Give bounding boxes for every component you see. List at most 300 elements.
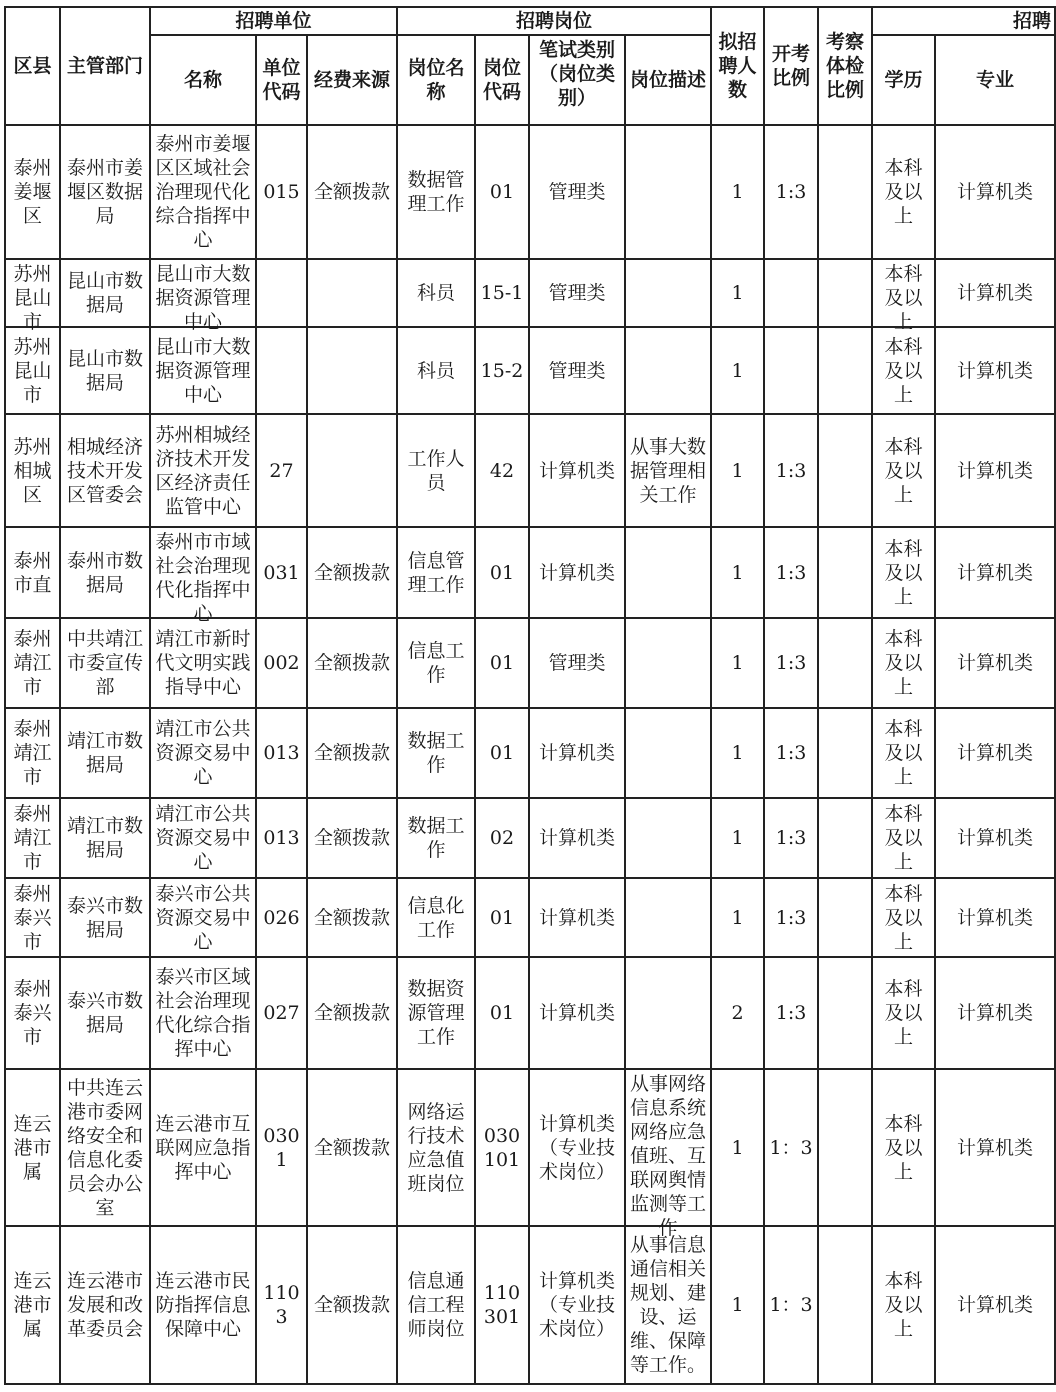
header-exam-type-text: 笔试类别（岗位类别） [539,39,616,109]
header-post-code: 岗位代码 [475,35,529,125]
cell-dept [60,878,150,957]
cell-dept-text: 泰兴市数据局 [66,990,143,1036]
cell-dept-text: 靖江市数据局 [66,730,143,776]
cell-ratio-text: 1：3 [769,1136,813,1159]
table-wrapper [4,6,1054,1388]
cell-education [872,957,935,1069]
cell-post-code [475,1226,529,1384]
cell-exam-type-text: 计算机类（专业技术岗位） [539,1270,616,1340]
cell-exam-type [529,878,625,957]
cell-funding [307,414,397,527]
cell-unit-name [150,1226,256,1384]
header-ratio: 开考比例 [764,7,818,125]
cell-post-code [475,414,529,527]
cell-unit-name [150,125,256,259]
cell-unit-name [150,527,256,625]
cell-major [935,618,1055,708]
cell-plan-count [711,878,764,957]
cell-post-name [397,327,475,414]
cell-district-text: 泰州泰兴市 [13,882,52,953]
cell-district [5,327,60,414]
cell-post-name-text: 信息化工作 [407,894,465,941]
cell-funding-text: 全额拨款 [314,906,391,929]
cell-unit-name [150,878,256,957]
cell-ratio [764,327,818,414]
cell-post-code [475,798,529,878]
cell-post-name [397,259,475,327]
table-row [5,414,1055,527]
cell-post-code [475,708,529,798]
cell-education-text: 本科及以上 [884,1270,923,1340]
header-sub-row [5,35,1055,125]
cell-unit-code-text: 015 [263,181,300,203]
cell-ratio [764,259,818,327]
header-district: 区县 [5,7,60,125]
cell-post-name [397,414,475,527]
cell-ratio-text: 1:3 [775,1002,807,1024]
cell-ratio [764,125,818,259]
cell-unit-code [256,414,307,527]
cell-ratio-text: 1：3 [769,1294,813,1316]
header-group-post: 招聘岗位 [397,7,711,35]
cell-unit-name-text: 昆山市大数据资源管理中心 [155,263,251,333]
cell-post-name [397,1069,475,1226]
header-education: 学历 [872,35,935,125]
cell-major-text: 计算机类 [957,1294,1034,1316]
header-post-name: 岗位名称 [397,35,475,125]
cell-education [872,259,935,333]
cell-unit-name-text: 苏州相城经济技术开发区经济责任监管中心 [155,423,251,518]
cell-unit-name [150,259,256,333]
cell-funding [307,527,397,618]
cell-check-ratio [818,708,872,798]
cell-ratio-text: 1:3 [775,906,807,929]
table-row [5,618,1055,708]
cell-district-text: 泰州姜堰区 [13,157,52,227]
cell-post-name-text: 信息通信工程师岗位 [407,1270,465,1340]
table-row [5,1226,1055,1384]
cell-post-name-text: 工作人员 [407,447,465,494]
cell-education-text: 本科及以上 [884,718,923,788]
cell-unit-code [256,798,307,878]
cell-post-desc [625,259,711,327]
cell-exam-type-text: 计算机类 [539,561,616,584]
cell-ratio-text: 1:3 [775,827,807,849]
cell-major [935,957,1055,1069]
cell-unit-name-text: 连云港市互联网应急指挥中心 [155,1112,251,1183]
cell-unit-code [256,878,307,957]
cell-plan-count [711,957,764,1069]
cell-funding-text: 全额拨款 [314,1136,391,1159]
cell-post-desc [625,798,711,878]
cell-unit-name-text: 靖江市公共资源交易中心 [155,718,251,788]
cell-exam-type-text: 管理类 [548,282,606,304]
cell-major [935,327,1055,414]
table-row [5,708,1055,798]
cell-major [935,527,1055,618]
cell-ratio [764,878,818,957]
cell-unit-name [150,327,256,414]
cell-dept [60,708,150,798]
cell-post-name-text: 科员 [417,282,456,304]
cell-post-desc [625,414,711,527]
cell-funding-text: 全额拨款 [314,561,391,584]
cell-exam-type [529,1226,625,1384]
cell-unit-code [256,708,307,798]
cell-funding [307,878,397,957]
cell-check-ratio [818,618,872,708]
cell-plan-count-text: 1 [731,561,744,584]
cell-post-name [397,878,475,957]
cell-unit-code [256,527,307,618]
cell-exam-type-text: 计算机类 [539,827,616,849]
cell-major-text: 计算机类 [957,359,1034,382]
cell-education [872,798,935,878]
cell-unit-name [150,414,256,527]
cell-dept-text: 昆山市数据局 [66,270,143,316]
cell-unit-name-text: 连云港市民防指挥信息保障中心 [155,1270,251,1340]
cell-education [872,1069,935,1226]
cell-funding [307,125,397,259]
cell-post-code-text: 15-2 [480,359,524,382]
cell-post-code [475,618,529,708]
cell-dept-text: 泰州市数据局 [66,549,143,596]
cell-unit-code-text: 031 [263,561,300,584]
cell-post-name-text: 数据管理工作 [407,169,465,215]
cell-post-name-text: 信息工作 [407,640,465,686]
cell-plan-count [711,125,764,259]
cell-unit-name [150,957,256,1069]
cell-plan-count-text: 1 [731,1294,744,1316]
cell-district-text: 连云港市属 [13,1270,52,1340]
cell-district-text: 泰州靖江市 [13,718,52,788]
cell-ratio-text: 1:3 [775,561,807,584]
cell-dept [60,1226,150,1384]
cell-funding-text: 全额拨款 [314,1002,391,1024]
table-row [5,527,1055,618]
cell-education-text: 本科及以上 [884,1112,923,1183]
cell-post-code [475,1069,529,1226]
cell-exam-type [529,708,625,798]
cell-district [5,957,60,1069]
cell-post-desc [625,1069,711,1239]
cell-check-ratio [818,1226,872,1384]
cell-education [872,878,935,957]
cell-check-ratio [818,527,872,618]
cell-dept [60,957,150,1069]
cell-unit-name [150,798,256,878]
header-major: 专业 [935,35,1055,125]
table-row [5,957,1055,1069]
cell-post-code-text: 01 [489,906,515,929]
cell-unit-code-text: 013 [263,827,300,849]
cell-unit-code-text: 0301 [263,1124,300,1171]
cell-post-name-text: 数据资源管理工作 [407,978,465,1048]
cell-ratio [764,1069,818,1226]
cell-post-name [397,798,475,878]
cell-post-code [475,527,529,618]
cell-post-code-text: 01 [489,742,515,764]
header-unit-code: 单位代码 [256,35,307,125]
cell-dept [60,618,150,708]
cell-unit-name-text: 靖江市新时代文明实践指导中心 [155,628,251,698]
cell-post-desc [625,957,711,1069]
cell-post-code-text: 15-1 [480,282,524,304]
cell-plan-count-text: 1 [731,906,744,929]
cell-major-text: 计算机类 [957,652,1034,674]
cell-ratio [764,618,818,708]
header-exam-type [529,35,625,125]
cell-district [5,618,60,708]
cell-district-text: 苏州昆山市 [13,263,52,333]
cell-dept [60,259,150,327]
cell-education [872,414,935,527]
cell-check-ratio [818,878,872,957]
cell-unit-name-text: 泰州市姜堰区区域社会治理现代化综合指挥中心 [155,133,251,251]
cell-unit-code [256,1226,307,1384]
cell-district [5,878,60,957]
cell-education-text: 本科及以上 [884,882,923,953]
cell-major-text: 计算机类 [957,742,1034,764]
header-dept: 主管部门 [60,7,150,125]
cell-plan-count-text: 1 [731,742,744,764]
header-plan-count: 拟招聘人数 [711,7,764,125]
cell-education [872,327,935,414]
cell-district-text: 苏州昆山市 [13,335,52,406]
cell-check-ratio [818,1069,872,1226]
cell-exam-type-text: 计算机类 [539,1002,616,1024]
cell-ratio [764,1226,818,1384]
cell-post-name-text: 网络运行技术应急值班岗位 [407,1100,465,1195]
cell-exam-type-text: 计算机类 [539,459,616,482]
cell-plan-count-text: 1 [731,1136,744,1159]
cell-funding [307,708,397,798]
cell-dept-text: 中共靖江市委宣传部 [66,628,143,698]
cell-exam-type-text: 计算机类 [539,742,616,764]
cell-unit-name-text: 昆山市大数据资源管理中心 [155,335,251,406]
cell-dept [60,414,150,527]
cell-education [872,125,935,259]
cell-education-text: 本科及以上 [884,335,923,406]
cell-ratio [764,708,818,798]
cell-ratio-text: 1:3 [775,181,807,203]
cell-dept-text: 相城经济技术开发区管委会 [66,435,143,506]
cell-post-desc [625,1226,711,1384]
cell-exam-type [529,527,625,618]
cell-district-text: 泰州靖江市 [13,628,52,698]
cell-district-text: 泰州靖江市 [13,803,52,873]
cell-unit-code-text: 002 [263,652,300,674]
cell-ratio [764,798,818,878]
recruitment-table [4,6,1056,1385]
cell-exam-type [529,798,625,878]
cell-major [935,708,1055,798]
cell-post-desc [625,878,711,957]
cell-unit-code-text: 013 [263,742,300,764]
cell-major [935,259,1055,327]
cell-plan-count-text: 1 [731,359,744,382]
cell-unit-name-text: 靖江市公共资源交易中心 [155,803,251,873]
cell-post-desc [625,708,711,798]
cell-ratio [764,957,818,1069]
cell-check-ratio [818,957,872,1069]
cell-dept [60,798,150,878]
cell-post-name [397,618,475,708]
cell-plan-count [711,414,764,527]
cell-post-code-text: 01 [489,561,515,584]
cell-plan-count-text: 1 [731,459,744,482]
cell-major-text: 计算机类 [957,561,1034,584]
cell-funding [307,618,397,708]
cell-plan-count-text: 1 [731,282,744,304]
cell-dept [60,327,150,414]
cell-plan-count-text: 2 [731,1002,744,1024]
cell-exam-type [529,1069,625,1226]
cell-post-name [397,1226,475,1384]
cell-district [5,527,60,618]
cell-exam-type [529,618,625,708]
cell-exam-type-text: 计算机类 [539,906,616,929]
cell-post-desc-text: 从事网络信息系统网络应急值班、互联网舆情监测等工作 [630,1073,707,1239]
cell-post-desc [625,527,711,618]
cell-plan-count [711,327,764,414]
cell-education [872,527,935,618]
cell-plan-count-text: 1 [731,652,744,674]
cell-post-code [475,878,529,957]
cell-unit-code-text: 27 [269,459,294,482]
cell-major [935,1226,1055,1384]
cell-funding [307,798,397,878]
cell-major [935,125,1055,259]
table-body [5,125,1055,1384]
cell-ratio-text: 1:3 [775,742,807,764]
cell-plan-count [711,1069,764,1226]
cell-dept [60,527,150,618]
header-group-unit: 招聘单位 [150,7,397,35]
table-row [5,1069,1055,1226]
cell-major-text: 计算机类 [957,827,1034,849]
header-check-ratio: 考察体检比例 [818,7,872,125]
cell-funding-text: 全额拨款 [314,652,391,674]
cell-check-ratio [818,327,872,414]
cell-dept-text: 泰州市姜堰区数据局 [66,157,143,227]
cell-major-text: 计算机类 [957,181,1034,203]
cell-post-name [397,708,475,798]
cell-major [935,1069,1055,1226]
cell-unit-name-text: 泰州市市域社会治理现代化指挥中心 [155,531,251,625]
cell-post-code-text: 01 [489,652,515,674]
cell-unit-code [256,1069,307,1226]
cell-district [5,414,60,527]
header-post-desc: 岗位描述 [625,35,711,125]
table-row [5,125,1055,259]
cell-post-name-text: 数据工作 [407,730,465,776]
cell-post-name-text: 信息管理工作 [407,549,465,596]
cell-plan-count [711,527,764,618]
cell-post-name-text: 数据工作 [407,815,465,861]
cell-exam-type-text: 管理类 [548,652,606,674]
cell-dept-text: 靖江市数据局 [66,815,143,861]
cell-post-name [397,527,475,618]
cell-post-desc-text: 从事信息通信相关规划、建设、运维、保障等工作。 [630,1234,707,1376]
cell-major [935,798,1055,878]
cell-post-name [397,957,475,1069]
cell-exam-type-text: 管理类 [548,181,606,203]
cell-unit-name-text: 泰兴市公共资源交易中心 [155,882,251,953]
header-group-req: 招聘 [872,7,1055,35]
cell-major-text: 计算机类 [957,906,1034,929]
cell-unit-code-text: 027 [263,1002,300,1024]
cell-funding [307,1069,397,1226]
cell-dept-text: 中共连云港市委网络安全和信息化委员会办公室 [66,1076,143,1219]
cell-exam-type [529,414,625,527]
cell-unit-code [256,618,307,708]
cell-plan-count [711,1226,764,1384]
cell-post-code [475,957,529,1069]
cell-unit-name [150,618,256,708]
cell-ratio [764,414,818,527]
cell-post-desc [625,125,711,259]
table-row [5,798,1055,878]
cell-education-text: 本科及以上 [884,263,923,333]
cell-post-desc-text: 从事大数据管理相关工作 [630,435,707,506]
cell-funding [307,327,397,414]
cell-check-ratio [818,414,872,527]
cell-unit-code [256,957,307,1069]
cell-exam-type [529,125,625,259]
table-row [5,327,1055,414]
cell-education-text: 本科及以上 [884,803,923,873]
header-unit-name: 名称 [150,35,256,125]
cell-unit-code-text: 1103 [263,1282,300,1328]
cell-funding-text: 全额拨款 [314,1294,391,1316]
cell-exam-type [529,957,625,1069]
cell-post-code-text: 01 [489,181,515,203]
cell-post-code-text: 01 [489,1002,515,1024]
cell-district-text: 苏州相城区 [13,435,52,506]
cell-dept-text: 连云港市发展和改革委员会 [66,1270,143,1340]
cell-post-desc [625,618,711,708]
cell-post-name-text: 科员 [417,359,456,382]
cell-district-text: 连云港市属 [13,1112,52,1183]
cell-plan-count [711,798,764,878]
cell-post-name [397,125,475,259]
cell-funding [307,1226,397,1384]
header-group-row [5,7,1055,35]
cell-district [5,1069,60,1226]
cell-plan-count-text: 1 [731,181,744,203]
cell-ratio [764,527,818,618]
cell-major-text: 计算机类 [957,459,1034,482]
cell-post-code [475,259,529,327]
cell-district [5,125,60,259]
cell-education-text: 本科及以上 [884,537,923,608]
cell-district [5,259,60,333]
cell-post-code-text: 030101 [483,1124,521,1171]
table-row [5,259,1055,327]
cell-exam-type [529,327,625,414]
cell-funding [307,259,397,327]
cell-post-code-text: 42 [489,459,515,482]
cell-dept-text: 泰兴市数据局 [66,894,143,941]
cell-dept-text: 昆山市数据局 [66,347,143,394]
cell-unit-code [256,125,307,259]
cell-check-ratio [818,259,872,327]
cell-major-text: 计算机类 [957,1002,1034,1024]
cell-ratio-text: 1:3 [775,459,807,482]
cell-education-text: 本科及以上 [884,978,923,1048]
cell-major-text: 计算机类 [957,282,1034,304]
